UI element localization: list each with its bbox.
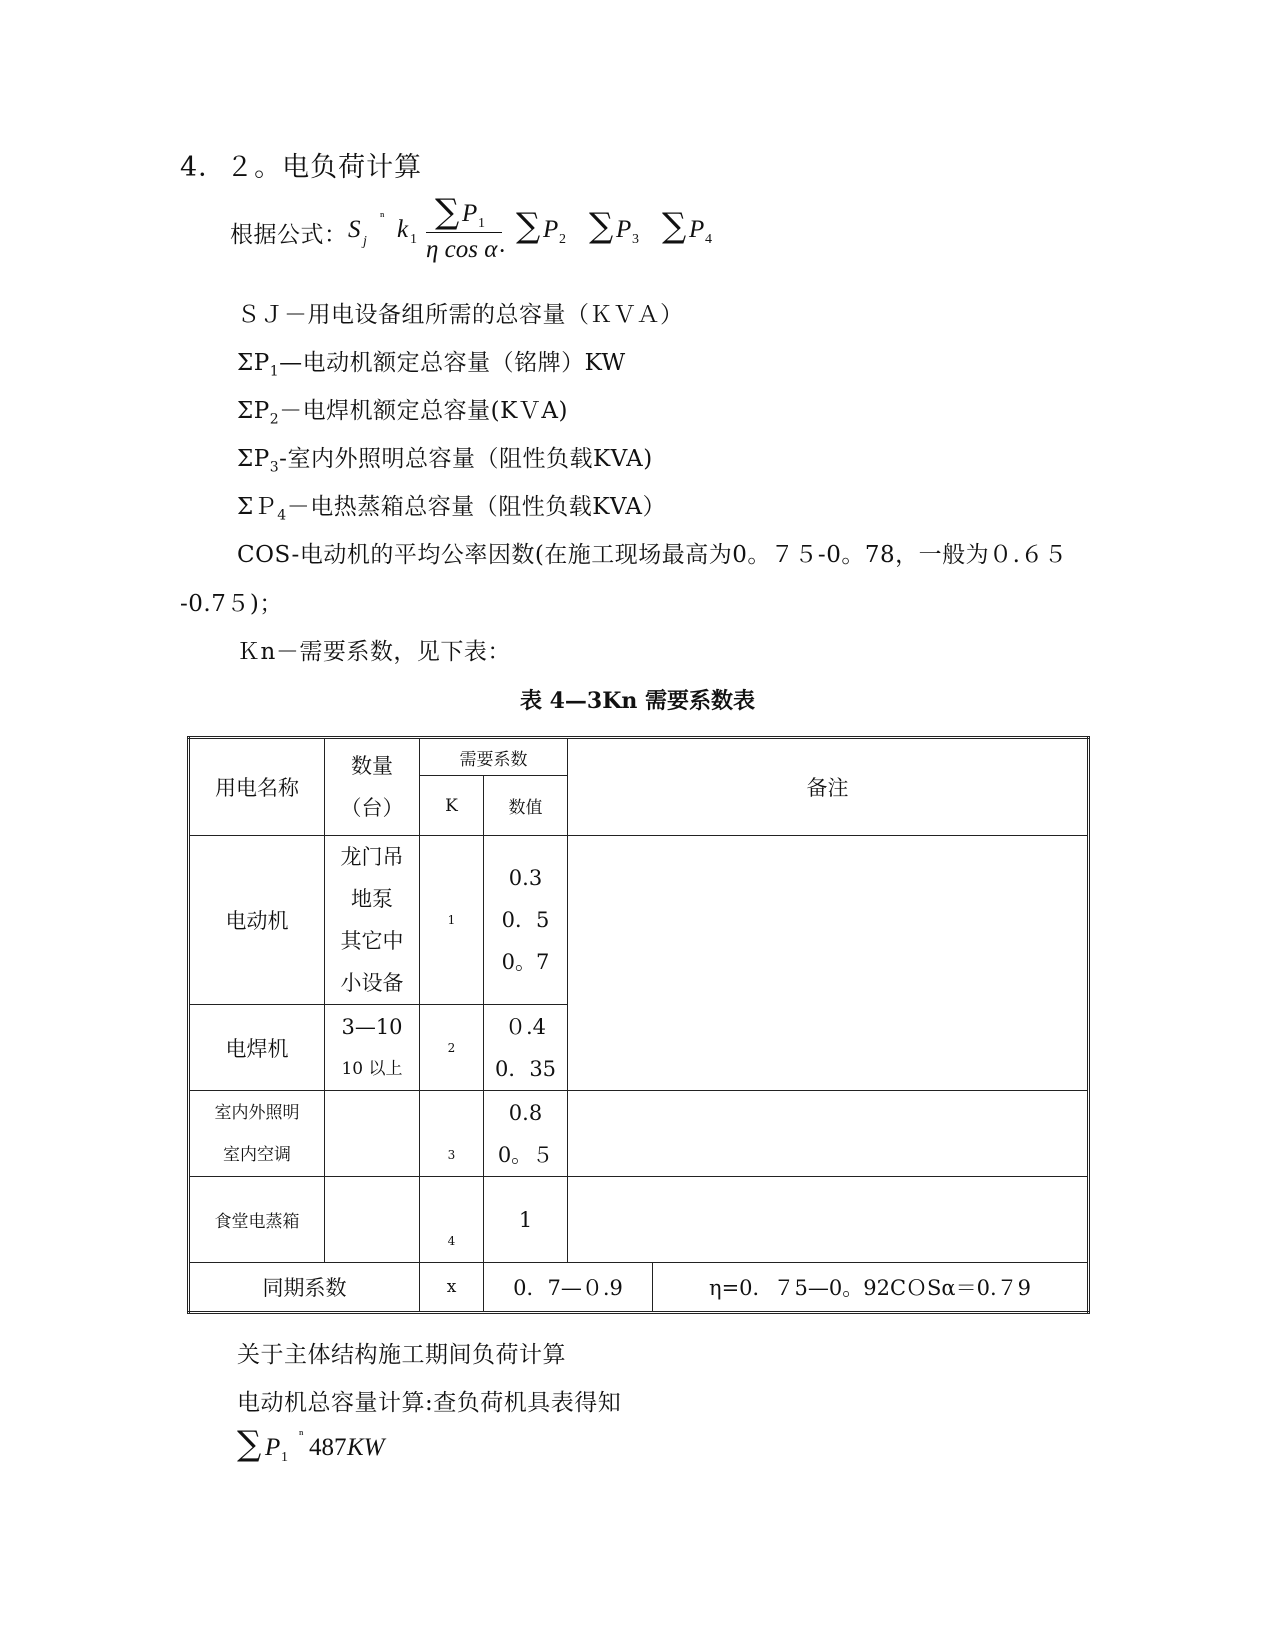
motor-total-formula: ∑ P 1 ⁿ 487 KW	[237, 1424, 385, 1465]
kn-definition: Ｋn－需要系数，见下表：	[237, 639, 511, 665]
row-welder-k: 2	[420, 1005, 484, 1091]
definition-p2: $\Sigma P_2-$电焊机额定总容量(KＶA)	[237, 398, 568, 428]
row-motor-qty: 龙门吊 地泵 其它中 小设备	[325, 836, 420, 1005]
cos-definition-line2: -0.7５)；	[180, 591, 283, 617]
formula-prefix: 根据公式：	[230, 222, 348, 247]
load-formula: 根据公式： S j ⁿ k 1 ∑ P 1 η cos α · ∑ P 2 ∑ P 3 ∑ P 4	[230, 192, 712, 265]
row-steamer-note	[568, 1177, 1089, 1263]
row-welder-values: ０.4 0．35	[484, 1005, 568, 1091]
row-motor-name: 电动机	[189, 836, 325, 1005]
row-simultaneity-note: η=0．７5—0。92CＯSα＝0.７9	[653, 1263, 1089, 1313]
header-value: 数值	[484, 776, 568, 836]
definition-p1: $\Sigma P_1—$电动机额定总容量（铭牌）KW	[237, 350, 626, 380]
header-k: K	[420, 776, 484, 836]
row-steamer-k: 4	[420, 1177, 484, 1263]
row-simultaneity-k: x	[420, 1263, 484, 1313]
table-caption: 表 4—3Kn 需要系数表	[519, 688, 756, 714]
row-steamer-values: 1	[484, 1177, 568, 1263]
definition-sj: ＳＪ－用电设备组所需的总容量（ＫＶＡ）	[237, 302, 684, 328]
header-qty: 数量 （台）	[325, 738, 420, 836]
cos-definition-line1: COS-电动机的平均公率因数(在施工现场最高为0。７５-0。78，一般为０.６５	[237, 542, 1068, 568]
row-motor-note	[568, 836, 1089, 1091]
row-lighting-k: 3	[420, 1091, 484, 1177]
row-lighting-values: 0.8 0。５	[484, 1091, 568, 1177]
row-steamer-name: 食堂电蒸箱	[189, 1177, 325, 1263]
row-motor-k: 1	[420, 836, 484, 1005]
row-lighting-note	[568, 1091, 1089, 1177]
row-welder-qty: 3—10 10 以上	[325, 1005, 420, 1091]
header-coef: 需要系数	[420, 738, 568, 776]
row-simultaneity-name: 同期系数	[189, 1263, 420, 1313]
header-note: 备注	[568, 738, 1089, 836]
row-simultaneity-value: 0．7—０.9	[484, 1263, 653, 1313]
row-lighting-qty	[325, 1091, 420, 1177]
row-lighting-name: 室内外照明 室内空调	[189, 1091, 325, 1177]
body-line-motor-total: 电动机总容量计算:查负荷机具表得知	[237, 1390, 622, 1416]
fraction-bar	[426, 232, 502, 233]
row-motor-values: 0.3 0．5 0。7	[484, 836, 568, 1005]
body-line-main-structure: 关于主体结构施工期间负荷计算	[237, 1342, 566, 1368]
row-steamer-qty	[325, 1177, 420, 1263]
definition-p3: $\Sigma P_3-$室内外照明总容量（阻性负载KVA)	[237, 446, 653, 476]
demand-factor-table	[187, 736, 1090, 1314]
header-name: 用电名称	[189, 738, 325, 836]
definition-p4: ΣＰ$_4$－电热蒸箱总容量（阻性负载KVA）	[237, 494, 667, 524]
row-welder-name: 电焊机	[189, 1005, 325, 1091]
section-title: 4．２。电负荷计算	[180, 152, 423, 183]
